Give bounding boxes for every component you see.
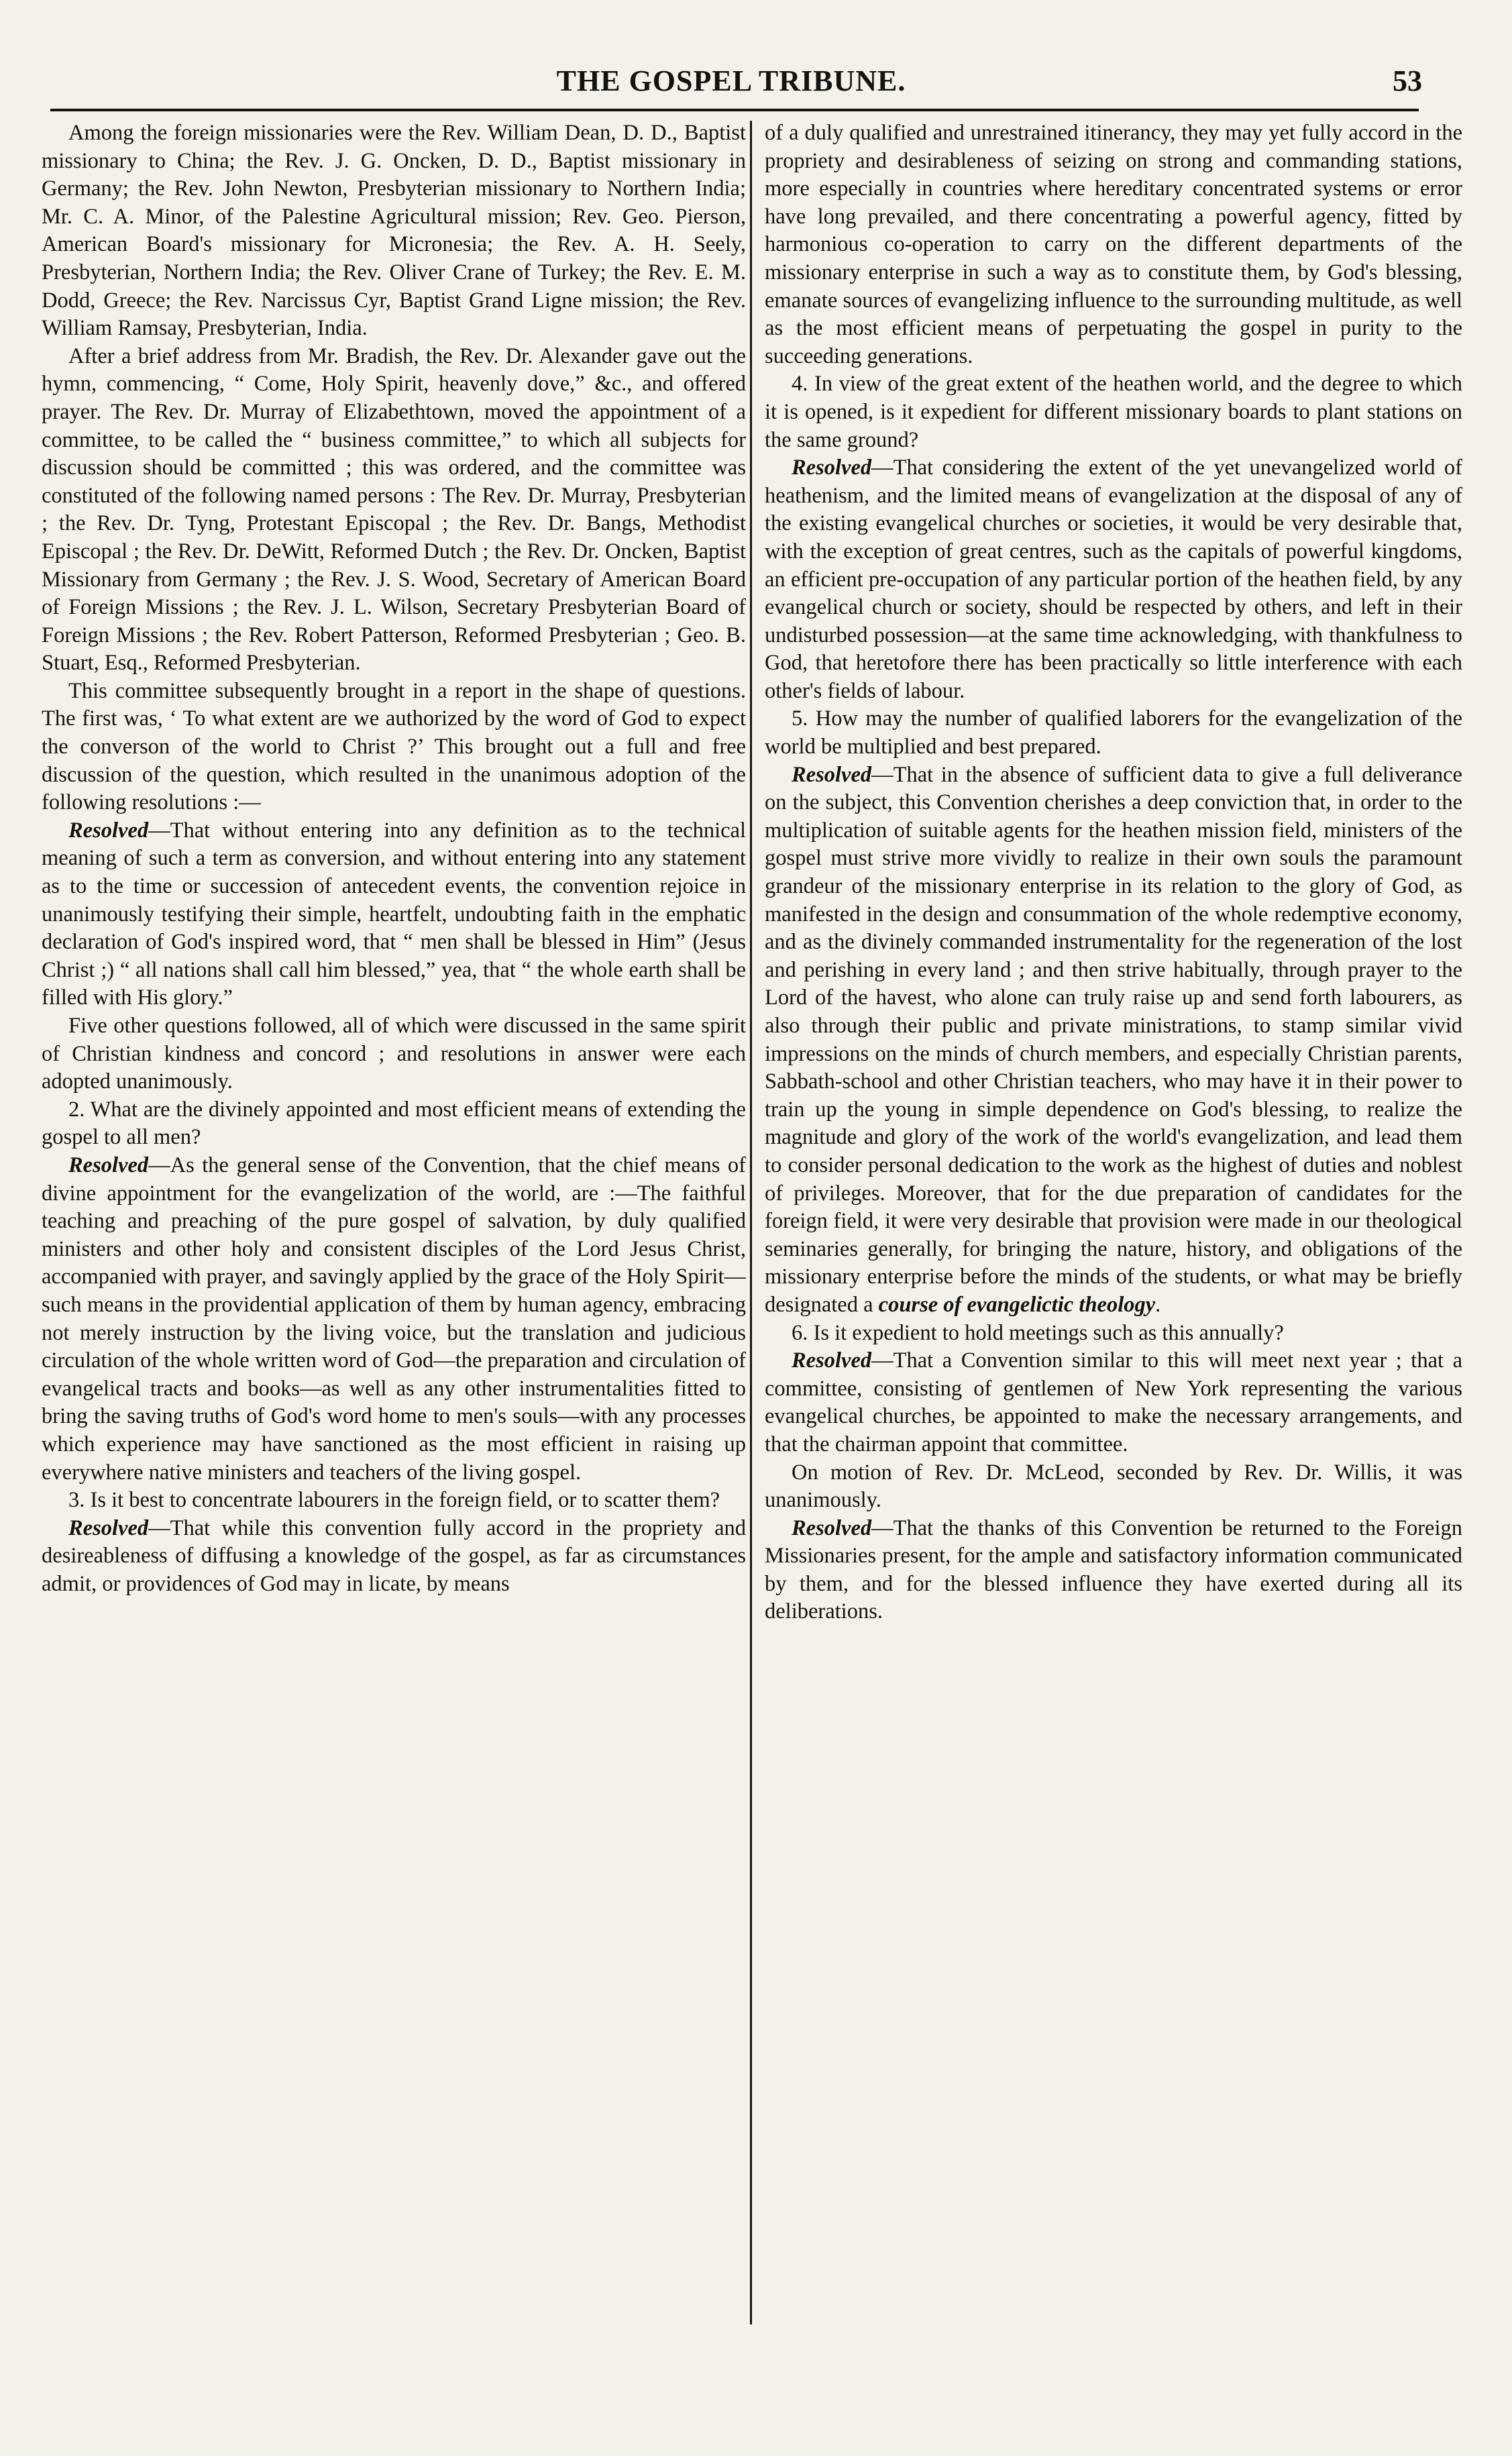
resolved-lead: Resolved (68, 1515, 149, 1540)
paragraph-text: After a brief address from Mr. Bradish, the Rev. Dr. Alexander gave out the hymn, commencing, “ Come, Holy Spirit, heavenly dove,” &c., and offered prayer. The Rev. Dr. Murray of Elizabethtown, moved the appointment of a committee, to be called the “ business committee,” to which all subjects for discussion should be committed ; this was ordered, and the committee was constituted of the following named persons : The Rev. Dr. Murray, Presbyterian ; the Rev. Dr. Tyng, Protestant Episcopal ; the Rev. Dr. Bangs, Methodist Episcopal ; the Rev. Dr. DeWitt, Reformed Dutch ; the Rev. Dr. Oncken, Baptist Missionary from Germany ; the Rev. J. S. Wood, Secretary of American Board of Foreign Missions ; the Rev. J. L. Wilson, Secretary Presbyterian Board of Foreign Missions ; the Rev. Robert Patterson, Reformed Presbyterian ; Geo. B. Stuart, Esq., Reformed Presbyterian. (42, 343, 746, 676)
resolved-lead: Resolved (792, 762, 872, 787)
paragraph-text: 3. Is it best to concentrate labourers in the foreign field, or to scatter them? (68, 1488, 720, 1513)
header-rule (50, 109, 1419, 111)
paragraph-text: of a duly qualified and unrestrained itinerancy, they may yet fully accord in the propriety and desirableness of seizing on strong and commanding stations, more especially in countries where hereditary concentrated systems or error have long prevailed, and there concentrating a powerful agency, fitted by harmonious co-operation to carry on the different departments of the missionary enterprise in such a way as to constitute them, by God's blessing, emanate sources of evangelizing influence to the surrounding multitude, as well as the most efficient means of perpetuating the gospel in purity to the succeeding generations. (765, 121, 1462, 368)
paragraph-text: 4. In view of the great extent of the heathen world, and the degree to which it is opened, is it expedient for different missionary boards to plant stations on the same ground? (765, 372, 1462, 452)
left-column (42, 119, 746, 2340)
paragraph (765, 1515, 1462, 1626)
paragraph-text: Among the foreign missionaries were the Rev. William Dean, D. D., Baptist missionary to China; the Rev. J. G. Oncken, D. D., Baptist missionary in Germany; the Rev. John Newton, Presbyterian missionary to Northern India; Mr. C. A. Minor, of the Palestine Agricultural mission; Rev. Geo. Pierson, American Board's missionary for Micronesia; the Rev. A. H. Seely, Presbyterian, Northern India; the Rev. Oliver Crane of Turkey; the Rev. E. M. Dodd, Greece; the Rev. Narcissus Cyr, Baptist Grand Ligne mission; the Rev. William Ramsay, Presbyterian, India. (42, 121, 746, 341)
paragraph (42, 817, 746, 1012)
paragraph (42, 119, 746, 343)
resolved-lead: Resolved (68, 1153, 149, 1177)
paragraph-text: On motion of Rev. Dr. McLeod, seconded by Rev. Dr. Willis, it was unanimously. (765, 1460, 1462, 1513)
column-divider (750, 121, 752, 2325)
paragraph-text: —That considering the extent of the yet unevangelized world of heathenism, and the limited means of evangelization at the disposal of any of the existing evangelical churches or societies, it would be very desirable that, with the exception of great centres, such as the capitals of powerful kingdoms, an efficient pre-occupation of any particular portion of the heathen field, by any evangelical church or society, should be respected by others, and left in their undisturbed possession—at the same time acknowledging, with thankfulness to God, that heretofore there has been practically so little interference with each other's fields of labour. (765, 456, 1462, 703)
paragraph-text: 2. What are the divinely appointed and most efficient means of extending the gospel to all men? (42, 1097, 746, 1150)
paragraph (765, 1459, 1462, 1515)
paragraph-text: —That the thanks of this Convention be returned to the Foreign Missionaries present, for the ample and satisfactory information communicated by them, and for the blessed influence they have exerted during all its deliberations. (765, 1515, 1462, 1624)
running-title: THE GOSPEL TRIBUNE. (556, 64, 906, 97)
paragraph-text: —That while this convention fully accord in the propriety and desireableness of diffusing a knowledge of the gospel, as far as circumstances admit, or providences of God may in licate, by means (42, 1515, 746, 1596)
paragraph-text: —That a Convention similar to this will meet next year ; that a committee, consisting of gentlemen of New York representing the various evangelical churches, be appointed to make the necessary arrangements, and that the chairman appoint that committee. (765, 1348, 1462, 1456)
paragraph (42, 1515, 746, 1599)
paragraph (765, 1320, 1462, 1348)
paragraph (42, 1096, 746, 1152)
paragraph-text: Five other questions followed, all of which were discussed in the same spirit of Christian kindness and concord ; and resolutions in answer were each adopted unanimously. (42, 1014, 746, 1094)
paragraph-text: 5. How may the number of qualified laborers for the evangelization of the world be multiplied and best prepared. (765, 706, 1462, 759)
paragraph-text: —That without entering into any definition as to the technical meaning of such a term as conversion, and without entering into any statement as to the time or succession of antecedent events, the convention rejoice in unanimously testifying their simple, heartfelt, undoubting faith in the emphatic declaration of God's inspired word, that “ men shall be blessed in Him” (Jesus Christ ;) “ all nations shall call him blessed,” yea, that “ the whole earth shall be filled with His glory.” (42, 818, 746, 1010)
paragraph-text: 6. Is it expedient to hold meetings such as this annually? (792, 1320, 1284, 1345)
paragraph (42, 678, 746, 817)
paragraph-text: —That in the absence of sufficient data to give a full deliverance on the subject, this Convention cherishes a deep conviction that, in order to the multiplication of suitable agents for the heathen mission field, ministers of the gospel must strive more vividly to realize in their own souls the paramount grandeur of the missionary enterprise in its relation to the glory of God, as manifested in the design and consummation of the whole redemptive economy, and as the divinely commanded instrumentality for the regeneration of the lost and perishing in every land ; and then strive habitually, through prayer to the Lord of the havest, who alone can truly raise up and send forth labourers, as also through their public and private ministrations, to stamp similar vivid impressions on the minds of church members, and especially Christian parents, Sabbath-school and other Christian teachers, who may have it in their power to train up the young in simple dependence on God's blessing, to realize the magnitude and glory of the work of the world's evangelization, and lead them to consider personal dedication to the work as the highest of duties and noblest of privileges. Moreover, that for the due preparation of candidates for the foreign field, it were very desirable that provision were made in our theological seminaries generally, for bringing the nature, history, and obligations of the missionary enterprise before the minds of the students, or what may be briefly designated a (765, 762, 1462, 1317)
paragraph (42, 343, 746, 678)
paragraph (765, 454, 1462, 705)
paragraph (42, 1487, 746, 1515)
emphasis-text: course of evangelictic theology (878, 1292, 1156, 1317)
paragraph (765, 1347, 1462, 1458)
paragraph (765, 705, 1462, 761)
resolved-lead: Resolved (792, 456, 872, 480)
paragraph (765, 370, 1462, 454)
page-number: 53 (1393, 64, 1422, 97)
paragraph-text: This committee subsequently brought in a report in the shape of questions. The first was, ‘ To what extent are we authorized by the word of God to expect the converson of the world to Christ ?’ This brought out a full and free discussion of the question, which resulted in the unanimous adoption of the following resolutions :— (42, 678, 746, 815)
paragraph (42, 1012, 746, 1096)
paragraph (765, 761, 1462, 1320)
paragraph-text: —As the general sense of the Convention, that the chief means of divine appointment for the evangelization of the world, are :—The faithful teaching and preaching of the pure gospel of salvation, by duly qualified ministers and other holy and consistent disciples of the Lord Jesus Christ, accompanied with prayer, and savingly applied by the grace of the Holy Spirit—such means in the providential application of them by human agency, embracing not merely instruction by the living voice, but the translation and judicious circulation of the whole written word of God—the preparation and circulation of evangelical tracts and books—as well as any other instrumentalities fitted to bring the saving truths of God's word home to men's souls—with any processes which experience may have sanctioned as the most efficient in raising up everywhere native ministers and teachers of the living gospel. (42, 1153, 746, 1485)
resolved-lead: Resolved (68, 818, 149, 843)
paragraph (42, 1152, 746, 1487)
right-column (765, 119, 1462, 2340)
page-header (40, 64, 1422, 111)
paragraph (765, 119, 1462, 370)
resolved-lead: Resolved (792, 1515, 872, 1540)
paragraph-tail: . (1155, 1292, 1161, 1317)
resolved-lead: Resolved (792, 1348, 872, 1373)
